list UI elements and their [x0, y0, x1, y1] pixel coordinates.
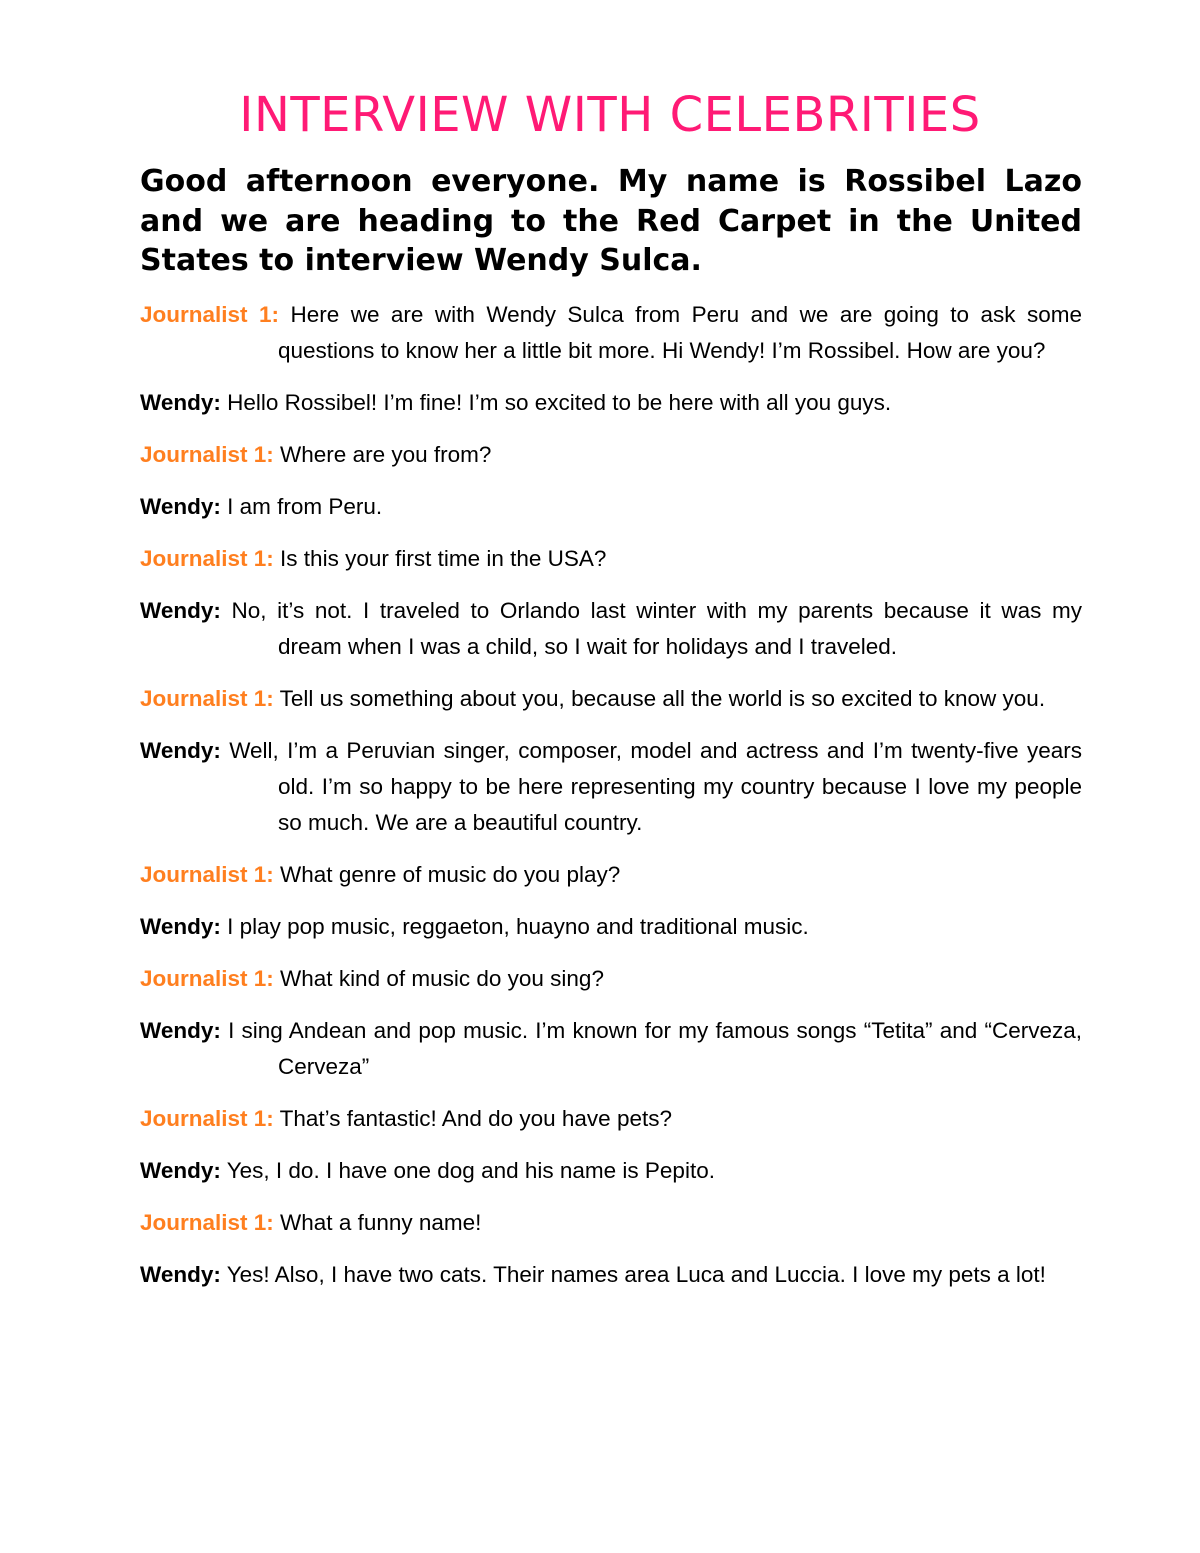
speaker-label: Journalist 1: — [140, 1210, 274, 1235]
speaker-label: Wendy: — [140, 914, 221, 939]
dialogue-turn — [140, 1153, 1082, 1189]
dialogue-turn — [140, 297, 1082, 369]
speaker-label: Wendy: — [140, 1262, 221, 1287]
dialogue-text: What genre of music do you play? — [280, 862, 621, 887]
speaker-label: Journalist 1: — [140, 302, 279, 327]
speaker-label: Journalist 1: — [140, 442, 274, 467]
dialogue-turn — [140, 909, 1082, 945]
dialogue-turn — [140, 593, 1082, 665]
speaker-label: Wendy: — [140, 1018, 221, 1043]
dialogue-text: I am from Peru. — [227, 494, 383, 519]
dialogue-text: No, it’s not. I traveled to Orlando last winter with my parents because it was my dream when I was a child, so I wait for holidays and I traveled. — [231, 598, 1082, 659]
dialogue-text: What a funny name! — [280, 1210, 482, 1235]
speaker-label: Wendy: — [140, 598, 221, 623]
speaker-label: Journalist 1: — [140, 862, 274, 887]
dialogue-text: What kind of music do you sing? — [280, 966, 604, 991]
speaker-label: Wendy: — [140, 1158, 221, 1183]
dialogue-turn — [140, 1205, 1082, 1241]
speaker-label: Journalist 1: — [140, 686, 274, 711]
document-title: INTERVIEW WITH CELEBRITIES — [239, 87, 981, 143]
dialogue-turn — [140, 1101, 1082, 1137]
dialogue-turn — [140, 1257, 1082, 1293]
dialogue-turn — [140, 541, 1082, 577]
dialogue-text: Is this your first time in the USA? — [280, 546, 607, 571]
dialogue-turn — [140, 1013, 1082, 1085]
dialogue-text: That’s fantastic! And do you have pets? — [279, 1106, 672, 1131]
dialogue-text: Tell us something about you, because all the world is so excited to know you. — [279, 686, 1046, 711]
dialogue-text: Yes! Also, I have two cats. Their names area Luca and Luccia. I love my pets a lot! — [226, 1262, 1046, 1287]
intro-paragraph: Good afternoon everyone. My name is Rossibel Lazo and we are heading to the Red Carpet in the United States to interview Wendy Sulca. — [140, 164, 1082, 278]
dialogue — [140, 297, 1082, 1309]
dialogue-text: Well, I’m a Peruvian singer, composer, model and actress and I’m twenty-five years old. I’m so happy to be here representing my country because I love my people so much. We are a beautiful country. — [229, 738, 1082, 835]
speaker-label: Wendy: — [140, 494, 221, 519]
dialogue-turn — [140, 385, 1082, 421]
dialogue-turn — [140, 681, 1082, 717]
speaker-label: Journalist 1: — [140, 546, 274, 571]
dialogue-turn — [140, 961, 1082, 997]
dialogue-text: Hello Rossibel! I’m fine! I’m so excited to be here with all you guys. — [227, 390, 892, 415]
speaker-label: Wendy: — [140, 738, 221, 763]
speaker-label: Journalist 1: — [140, 966, 274, 991]
speaker-label: Journalist 1: — [140, 1106, 274, 1131]
dialogue-turn — [140, 437, 1082, 473]
speaker-label: Wendy: — [140, 390, 221, 415]
dialogue-text: Here we are with Wendy Sulca from Peru and we are going to ask some questions to know her a little bit more. Hi Wendy! I’m Rossibel. How are you? — [278, 302, 1083, 363]
dialogue-turn — [140, 733, 1082, 841]
dialogue-turn — [140, 857, 1082, 893]
dialogue-text: Where are you from? — [280, 442, 492, 467]
dialogue-text: I sing Andean and pop music. I’m known for my famous songs “Tetita” and “Cerveza, Cerveza” — [228, 1018, 1082, 1079]
dialogue-text: Yes, I do. I have one dog and his name is Pepito. — [226, 1158, 715, 1183]
dialogue-text: I play pop music, reggaeton, huayno and traditional music. — [227, 914, 809, 939]
dialogue-turn — [140, 489, 1082, 525]
